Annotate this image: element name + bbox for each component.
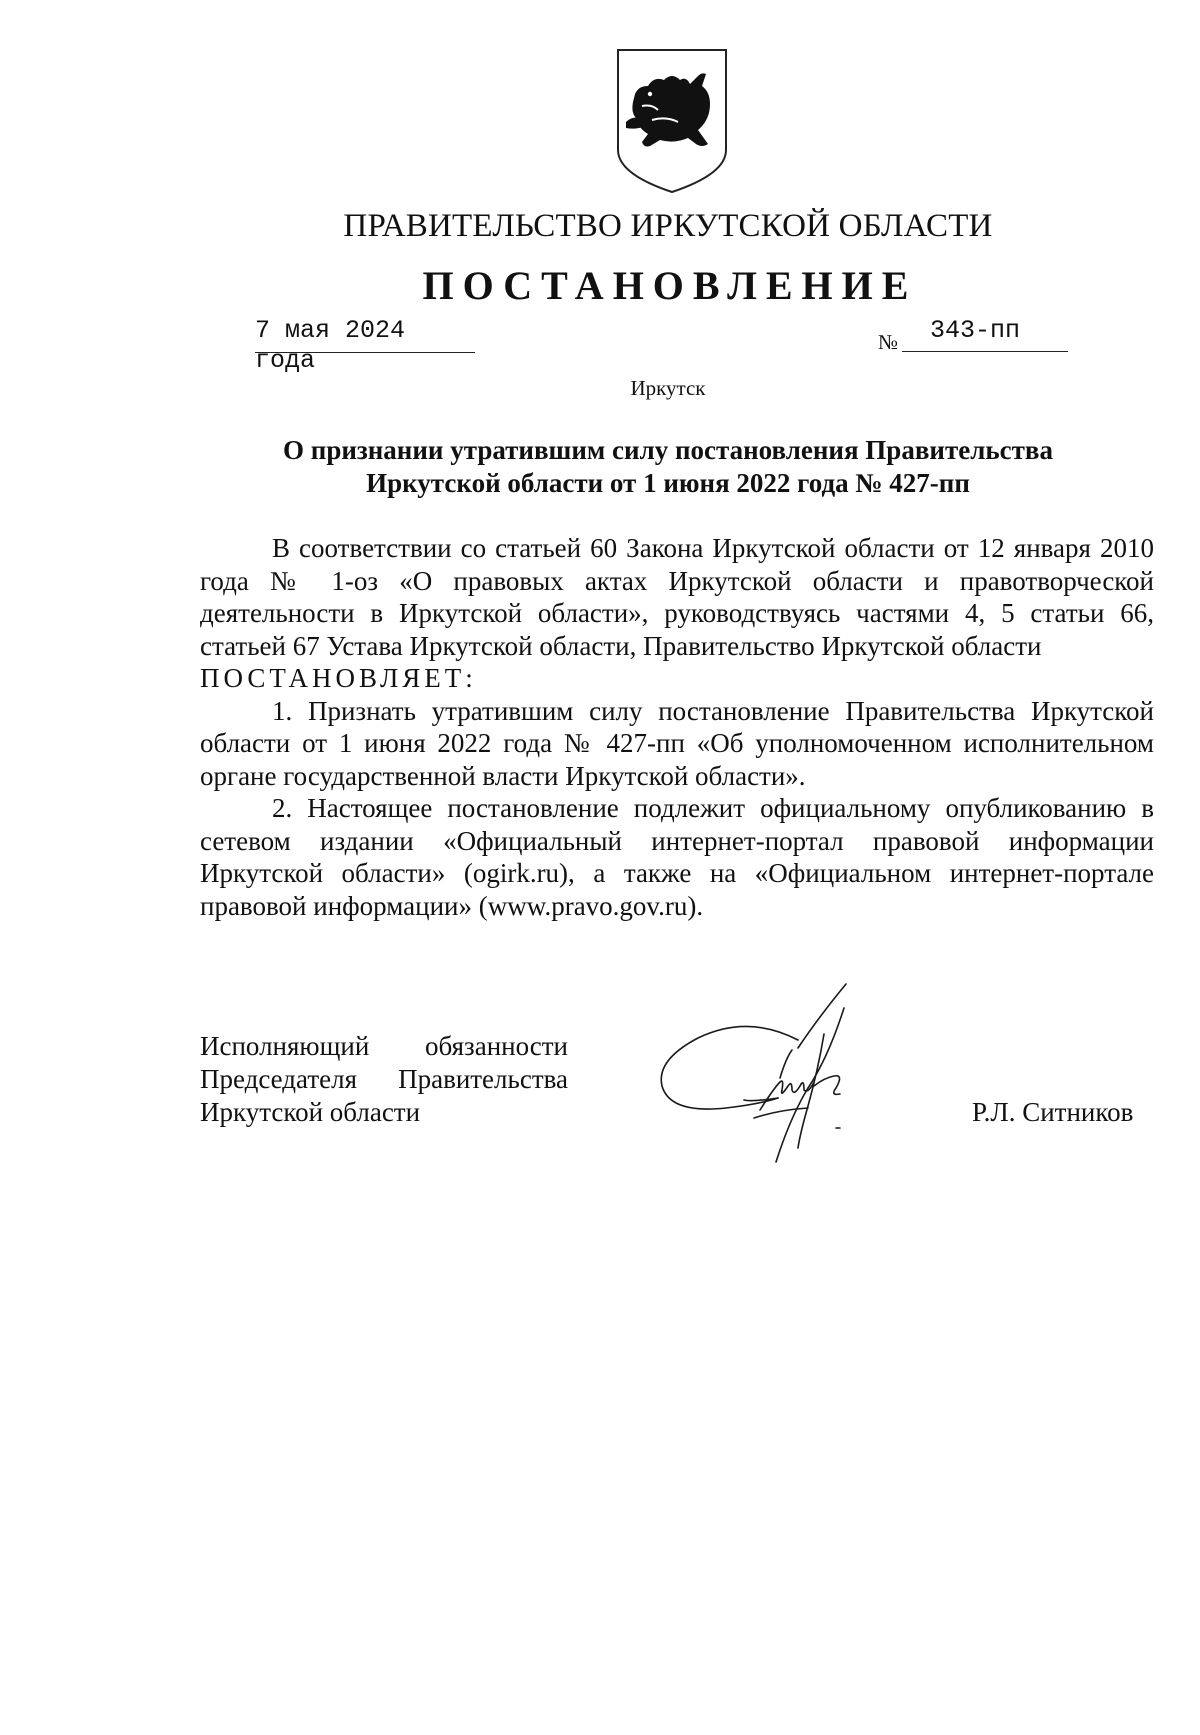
number-sign: № [878,330,899,354]
signer-position [200,1030,568,1129]
signer-position-line-2: Председателя Правительства [200,1064,568,1094]
handwritten-signature-icon [648,978,930,1178]
document-city: Иркутск [630,376,706,400]
decree-item-1: 1. Признать утратившим силу постановление Правительства Иркутской области от 1 июня 2022 года № 427-пп «Об уполномоченном исполнительном органе государственной власти Иркутской области». [200,695,1154,791]
subject-line-2: Иркутской области от 1 июня 2022 года № 427-пп [366,468,970,498]
decree-item-2: 2. Настоящее постановление подлежит официальному опубликованию в сетевом издании «Официальный интернет-портал правовой информации Иркутской области» (ogirk.ru), а также на «Официальном интернет-портале правовой информации» (www.pravo.gov.ru). [200,793,1154,921]
government-title: ПРАВИТЕЛЬСТВО ИРКУТСКОЙ ОБЛАСТИ [343,208,993,244]
signer-position-line-1: Исполняющий обязанности [200,1031,568,1061]
document-type-title: ПОСТАНОВЛЕНИЕ [422,263,918,308]
decree-word: ПОСТАНОВЛЯЕТ: [200,663,477,693]
preamble-paragraph: В соответствии со статьей 60 Закона Иркутской области от 12 января 2010 года № 1-оз «О правовых актах Иркутской области и правотворческой деятельности в Иркутской области», руководствуясь частями 4, 5 статьи 66, статьей 67 Устава Иркутской области, Правительство Иркутской области [200,533,1154,661]
beaver-coat-of-arms-icon [612,46,732,196]
signer-name: Р.Л. Ситников [972,1097,1134,1127]
subject-line-1: О признании утратившим силу постановления Правительства [283,435,1053,465]
document-date: 7 мая 2024 года [255,316,475,353]
document-number: 343-пп [902,316,1068,352]
signer-position-line-3: Иркутской области [200,1097,421,1127]
document-subject [200,434,1136,500]
document-body [200,532,1154,922]
